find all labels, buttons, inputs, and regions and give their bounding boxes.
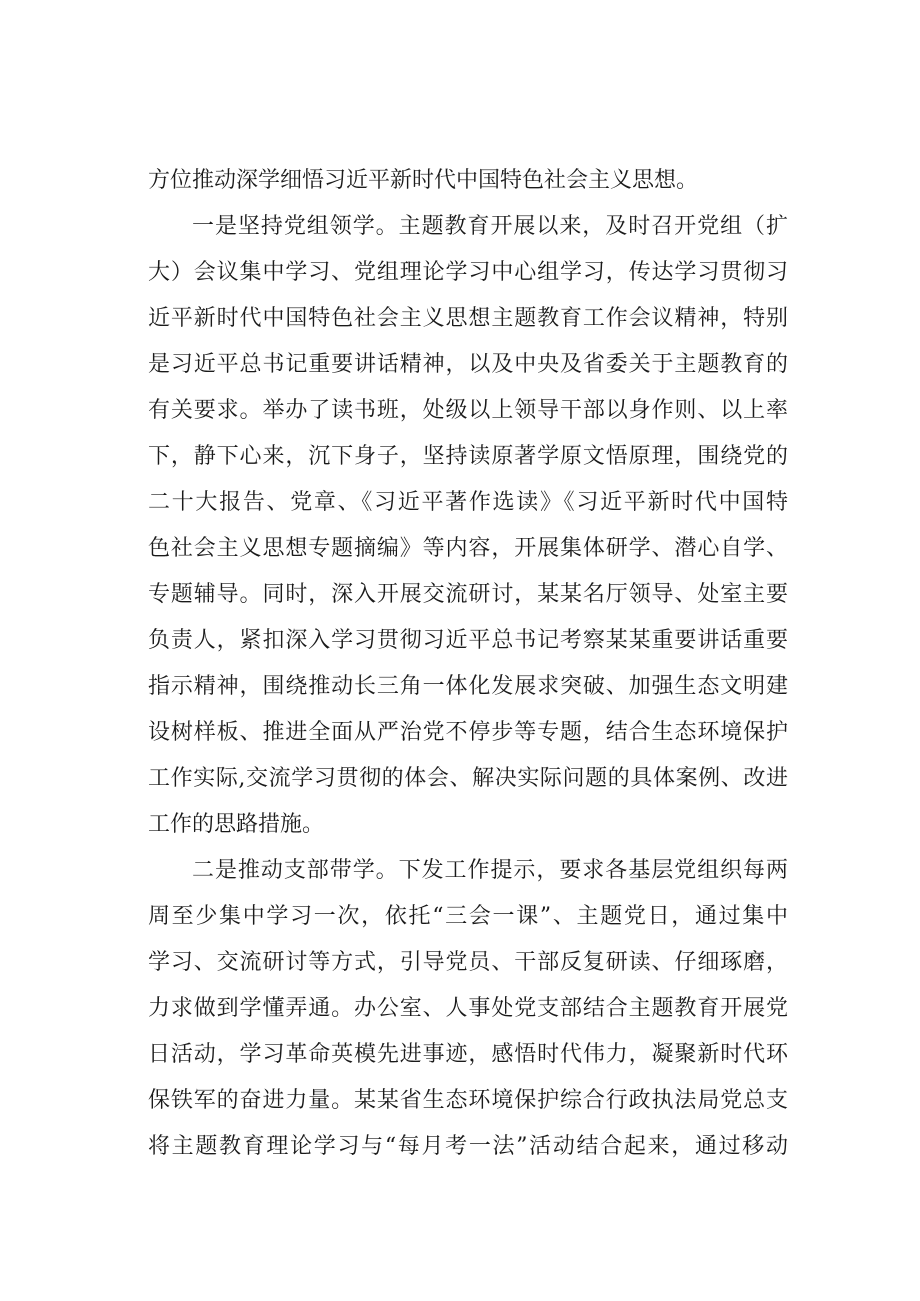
text-line: 学习、交流研讨等方式，引导党员、干部反复研读、仔细琢磨， <box>148 950 788 975</box>
text-line: 色社会主义思想专题摘编》等内容，开展集体研学、潜心自学、 <box>148 536 788 561</box>
text-line: 工作的思路措施。 <box>148 812 325 837</box>
text-line: 是习近平总书记重要讲话精神，以及中央及省委关于主题教育的 <box>148 352 788 377</box>
text-line: 将主题教育理论学习与“每月考一法”活动结合起来，通过移动 <box>148 1134 788 1159</box>
text-line: 一是坚持党组领学。主题教育开展以来，及时召开党组（扩 <box>192 214 788 239</box>
text-line: 负责人，紧扣深入学习贯彻习近平总书记考察某某重要讲话重要 <box>148 628 788 653</box>
text-line: 保铁军的奋进力量。某某省生态环境保护综合行政执法局党总支 <box>148 1088 788 1113</box>
text-line: 近平新时代中国特色社会主义思想主题教育工作会议精神，特别 <box>148 306 788 331</box>
text-line: 工作实际,交流学习贯彻的体会、解决实际问题的具体案例、改进 <box>148 766 788 791</box>
text-line: 周至少集中学习一次，依托“三会一课”、主题党日，通过集中 <box>148 904 788 929</box>
text-line: 下，静下心来，沉下身子，坚持读原著学原文悟原理，围绕党的 <box>148 444 788 469</box>
text-line: 方位推动深学细悟习近平新时代中国特色社会主义思想。 <box>148 168 699 193</box>
text-line: 二是推动支部带学。下发工作提示，要求各基层党组织每两 <box>192 858 788 883</box>
text-line: 指示精神，围绕推动长三角一体化发展求突破、加强生态文明建 <box>148 674 788 699</box>
text-line: 专题辅导。同时，深入开展交流研讨，某某名厅领导、处室主要 <box>148 582 788 607</box>
text-line: 二十大报告、党章、《习近平著作选读》《习近平新时代中国特 <box>148 490 788 515</box>
text-line: 有关要求。举办了读书班，处级以上领导干部以身作则、以上率 <box>148 398 788 423</box>
text-line: 设树样板、推进全面从严治党不停步等专题，结合生态环境保护 <box>148 720 788 745</box>
text-line: 日活动，学习革命英模先进事迹，感悟时代伟力，凝聚新时代环 <box>148 1042 788 1067</box>
text-line: 大）会议集中学习、党组理论学习中心组学习，传达学习贯彻习 <box>148 260 788 285</box>
text-line: 力求做到学懂弄通。办公室、人事处党支部结合主题教育开展党 <box>148 996 788 1021</box>
